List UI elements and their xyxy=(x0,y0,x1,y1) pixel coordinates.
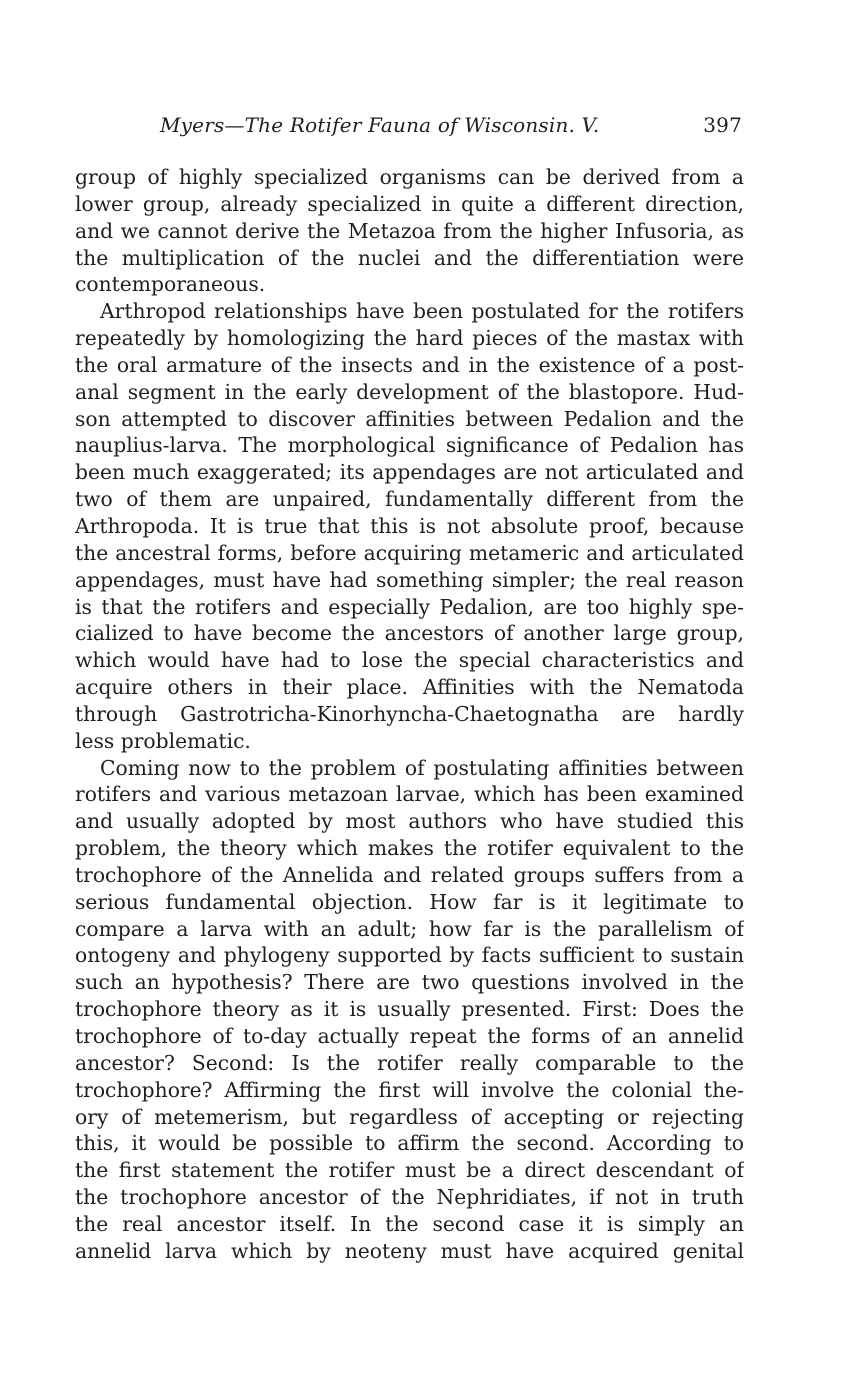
text-line: which would have had to lose the special characteristics and xyxy=(75,648,744,673)
text-line: rotifers and various metazoan larvae, which has been examined xyxy=(75,782,744,807)
text-line: and usually adopted by most authors who have studied this xyxy=(75,809,744,834)
text-line: contemporaneous. xyxy=(75,272,266,297)
paragraph-first-line: Coming now to the problem of postulating affinities between xyxy=(100,755,744,780)
text-line: been much exaggerated; its appendages are not articulated and xyxy=(75,460,744,485)
text-line: trochophore theory as it is usually presented. First: Does the xyxy=(75,997,744,1022)
text-line: and we cannot derive the Metazoa from the higher Infusoria, as xyxy=(75,218,744,243)
text-line: ancestor? Second: Is the rotifer really comparable to the xyxy=(75,1050,744,1075)
text-line: problem, the theory which makes the rotifer equivalent to the xyxy=(75,836,744,861)
text-line: cialized to have become the ancestors of another large group, xyxy=(75,621,744,646)
text-line: compare a larva with an adult; how far is the parallelism of xyxy=(75,916,744,941)
text-line: is that the rotifers and especially Pedalion, are too highly spe- xyxy=(75,594,744,619)
page-number: 397 xyxy=(703,113,742,137)
running-title: Myers—The Rotifer Fauna of Wisconsin. V. xyxy=(160,113,600,137)
text-line: less problematic. xyxy=(75,728,251,753)
text-line: group of highly specialized organisms can be derived from a xyxy=(75,165,744,189)
text-line: the first statement the rotifer must be a direct descendant of xyxy=(75,1158,744,1183)
text-line: trochophore? Affirming the first will involve the colonial the- xyxy=(75,1077,744,1102)
text-line: the trochophore ancestor of the Nephridiates, if not in truth xyxy=(75,1185,744,1210)
text-line: the real ancestor itself. In the second case it is simply an xyxy=(75,1211,744,1236)
text-line: the ancestral forms, before acquiring metameric and articulated xyxy=(75,540,744,565)
text-line: lower group, already specialized in quite a different direction, xyxy=(75,191,744,216)
text-line: trochophore of the Annelida and related groups suffers from a xyxy=(75,862,744,887)
text-line: through Gastrotricha-Kinorhyncha-Chaetognatha are hardly xyxy=(75,701,744,726)
text-line: serious fundamental objection. How far is it legitimate to xyxy=(75,889,744,914)
text-line: the oral armature of the insects and in the existence of a post- xyxy=(75,352,744,377)
text-line: ory of metemerism, but regardless of accepting or rejecting xyxy=(75,1104,744,1129)
paragraph-first-line: Arthropod relationships have been postulated for the rotifers xyxy=(100,299,744,324)
running-head xyxy=(160,110,742,140)
text-line: repeatedly by homologizing the hard pieces of the mastax with xyxy=(75,326,744,351)
text-line: trochophore of to-day actually repeat the forms of an annelid xyxy=(75,1024,744,1048)
text-line: appendages, must have had something simpler; the real reason xyxy=(75,567,744,592)
text-line: ontogeny and phylogeny supported by facts sufficient to sustain xyxy=(75,943,744,968)
text-line: such an hypothesis? There are two questions involved in the xyxy=(75,970,744,995)
text-line: nauplius-larva. The morphological significance of Pedalion has xyxy=(75,433,744,458)
text-line: two of them are unpaired, fundamentally different from the xyxy=(75,487,744,512)
body-text xyxy=(75,164,744,1265)
text-line: this, it would be possible to affirm the second. According to xyxy=(75,1131,744,1156)
text-line: anal segment in the early development of the blastopore. Hud- xyxy=(75,379,744,404)
text-line: son attempted to discover affinities between Pedalion and the xyxy=(75,406,744,431)
text-line: acquire others in their place. Affinities with the Nematoda xyxy=(75,675,744,700)
text-line: Arthropoda. It is true that this is not absolute proof, because xyxy=(75,513,744,538)
text-line: annelid larva which by neoteny must have acquired genital xyxy=(75,1238,744,1263)
text-line: the multiplication of the nuclei and the differentiation were xyxy=(75,245,744,270)
